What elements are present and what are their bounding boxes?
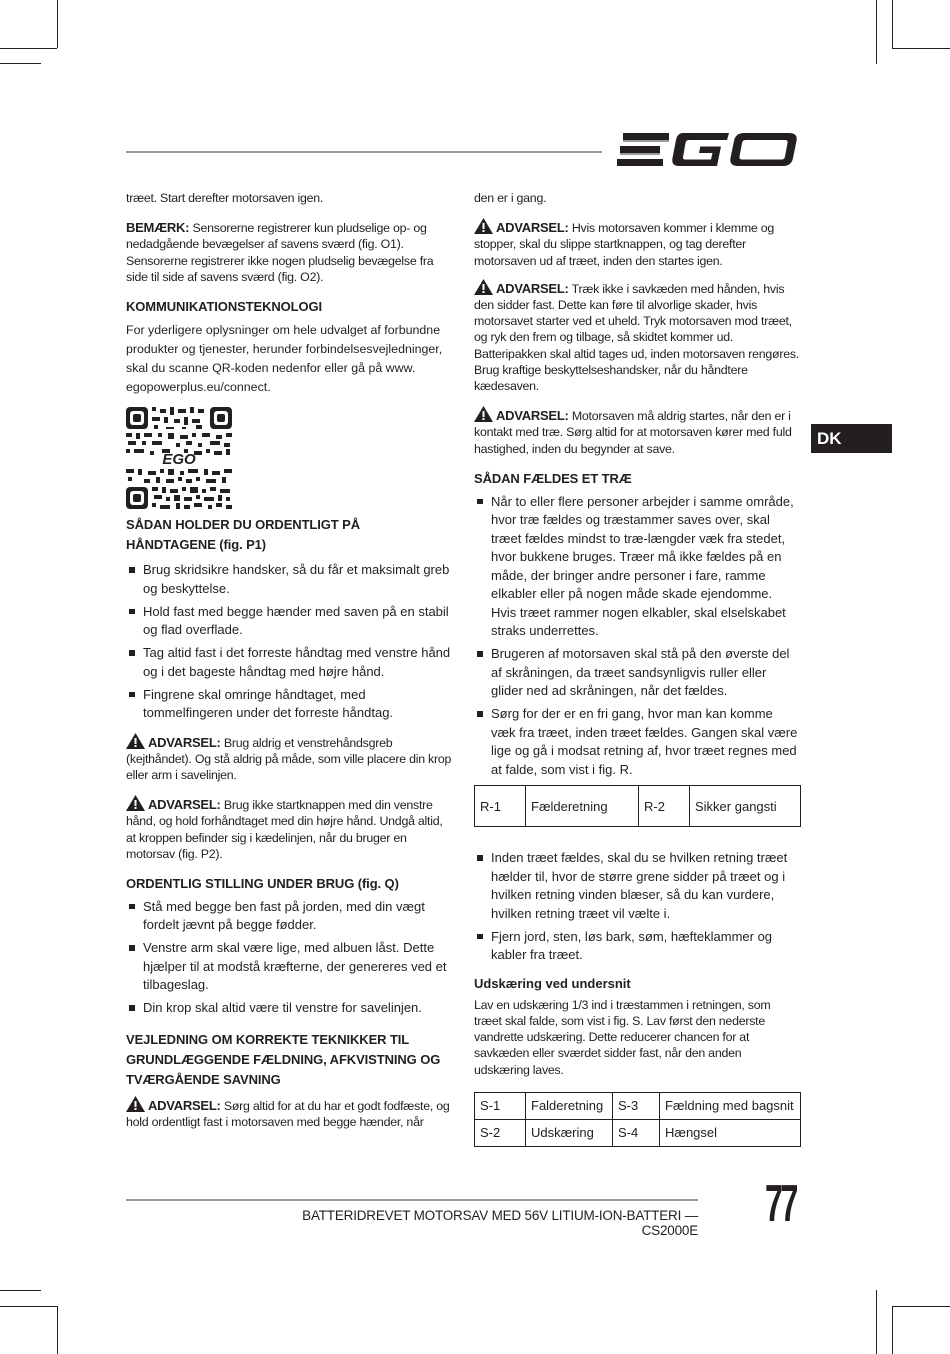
table-cell: R-2: [639, 786, 690, 827]
warning-icon: [474, 218, 493, 234]
crop-mark: [57, 1306, 58, 1354]
crop-mark: [892, 0, 893, 48]
warning-paragraph: [474, 406, 800, 457]
warning-text: Brug aldrig et venstrehåndsgreb (kejthåndet). Og stå aldrig på måde, som ville placere din krop eller arm i savelinjen.: [126, 735, 452, 782]
note-text: Sensorerne registrerer kun pludselige op- og nedadgående bevægelser af savens sværd (fig. O1). Sensorerne registrerer ikke nogen pludselig bevægelse fra side til side af savens sværd (fig. O2).: [126, 221, 434, 284]
table-row: [475, 786, 801, 827]
warning-text: Motorsaven må aldrig startes, når den er i kontakt med træ. Sørg altid for at motorsaven kører med fuld hastighed, inden du begynder at save.: [474, 409, 792, 456]
warning-label: ADVARSEL:: [496, 280, 569, 296]
crop-mark: [876, 0, 877, 64]
table-cell: Sikker gangsti: [690, 786, 801, 827]
legend-table-s: [474, 1092, 801, 1147]
table-cell: S-4: [613, 1119, 660, 1146]
list-item: Fingrene skal omringe håndtaget, med tommelfingeren under det forreste håndtag.: [126, 686, 452, 723]
table-cell: S-2: [475, 1119, 526, 1146]
crop-mark: [892, 1306, 893, 1354]
warning-paragraph: [474, 279, 800, 394]
header-rule: [126, 151, 602, 153]
list-item: Tag altid fast i det forreste håndtag med venstre hånd og i det bageste håndtag med højre hånd.: [126, 644, 452, 681]
warning-label: ADVARSEL:: [148, 734, 221, 750]
table-cell: Falderetning: [526, 1092, 613, 1119]
grip-list: [126, 561, 452, 723]
table-cell: Fældning med bagsnit: [660, 1092, 801, 1119]
note-paragraph: [126, 220, 452, 285]
warning-label: ADVARSEL:: [148, 797, 221, 813]
crop-mark: [0, 1306, 57, 1307]
warning-text: Hvis motorsaven kommer i klemme og stopper, skal du slippe startknappen, og tag derefter motorsaven ud af træet, inden den startes igen.: [474, 221, 775, 268]
warning-text: Sørg altid for at du har et godt fodfæste, og hold ordentligt fast i motorsaven med begge hænder, når: [126, 1098, 450, 1130]
fell-list: [474, 493, 800, 780]
list-item: Brug skridsikre handsker, så du får et maksimalt greb og beskyttelse.: [126, 561, 452, 598]
list-item: Når to eller flere personer arbejder i samme område, hvor træ fældes og træstammer saves over, skal træet fældes mindst to træ-længder væk fra stedet, hvor bukkene bruges. Træer må ikke fældes på en måde, der bringer andre personer i fare, ramme elkabler eller på nogen måde skade ejendomme. Hvis træet rammer nogen elkabler, skal elselskabet straks underrettes.: [474, 493, 800, 641]
warning-paragraph: [126, 733, 452, 784]
warning-text: Brug ikke startknappen med din venstre hånd, og hold forhåndtaget med din højre hånd. Undgå altid, at kroppen befinder sig i kædelinjen, når du bruger en motorsav (fig. P2).: [126, 798, 443, 861]
stance-list: [126, 898, 452, 1018]
list-item: Venstre arm skal være lige, med albuen låst. Dette hjælper til at modstå kræfterne, der genereres ved et tilbageslag.: [126, 939, 452, 995]
warning-icon: [474, 279, 493, 295]
undercut-heading: Udskæring ved undersnit: [474, 975, 631, 991]
table-cell: R-1: [475, 786, 526, 827]
undercut-text: Lav en udskæring 1/3 ind i træstammen i retningen, som træet skal falde, som vist i fig. S. Lav først den nederste vandrette udskæring. Dette reducerer chancen for at savkæden eller sværdet sidder fast, når den anden udskæring laves.: [474, 997, 771, 1077]
list-item: Sørg for der er en fri gang, hvor man kan komme væk fra træet, inden træet fældes. Gangen skal være lige og gå i modsat retning af, hvor træet regnes med at falde, som vist i fig. R.: [474, 705, 800, 779]
crop-mark: [57, 0, 58, 48]
table-row: [475, 1119, 801, 1146]
crop-mark: [0, 63, 41, 64]
footer-title: BATTERIDREVET MOTORSAV MED 56V LITIUM-ION-BATTERI — CS2000E: [302, 1208, 698, 1238]
language-tab: DK: [811, 424, 892, 453]
ego-logo-icon: [617, 130, 799, 170]
warning-icon: [126, 733, 145, 749]
note-label: BEMÆRK:: [126, 220, 190, 236]
warning-label: ADVARSEL:: [496, 408, 569, 424]
technique-heading: VEJLEDNING OM KORREKTE TEKNIKKER TIL GRUNDLÆGGENDE FÆLDNING, AFKVISTNING OG TVÆRGÅENDE SAVNING: [126, 1031, 441, 1087]
grip-heading: SÅDAN HOLDER DU ORDENTLIGT PÅ HÅNDTAGENE (fig. P1): [126, 517, 360, 552]
crop-mark: [0, 1290, 41, 1291]
left-column-lower: [126, 515, 452, 1130]
warning-paragraph: [474, 218, 800, 269]
footer-rule: [126, 1199, 698, 1201]
warning-icon: [126, 795, 145, 811]
warning-paragraph: [126, 795, 452, 862]
crop-mark: [892, 48, 950, 49]
page-number: 77: [765, 1175, 796, 1233]
table-cell: Fælderetning: [526, 786, 639, 827]
warning-label: ADVARSEL:: [148, 1097, 221, 1113]
legend-table-r: [474, 785, 801, 827]
fell-list-continued: [474, 849, 800, 965]
fell-heading: SÅDAN FÆLDES ET TRÆ: [474, 470, 632, 486]
table-cell: Hængsel: [660, 1119, 801, 1146]
list-item: Hold fast med begge hænder med saven på en stabil og flad overflade.: [126, 603, 452, 640]
warning-text: Træk ikke i savkæden med hånden, hvis den sidder fast. Dette kan føre til alvorlige skader, hvis motorsavet starter ved et uheld. Tryk motorsaven mod træet, og ryk den frem og tilbage, så skidtet kommer ud. Batteripakken skal altid tages ud, inden motorsaven rengøres. Brug kraftige beskyttelseshandsker, når du håndtere kædesaven.: [474, 281, 799, 394]
warning-icon: [474, 406, 493, 422]
left-column: [126, 190, 452, 397]
stance-heading: ORDENTLIG STILLING UNDER BRUG (fig. Q): [126, 875, 399, 891]
table-row: [475, 1092, 801, 1119]
list-item: Inden træet fældes, skal du se hvilken retning træet hælder til, hvor de større grene sidder på træet og i hvilken retning vinden blæser, så du kan vurdere, hvilken retning træet vil vælte i.: [474, 849, 800, 923]
crop-mark: [876, 1290, 877, 1354]
comm-text: For yderligere oplysninger om hele udvalget af forbundne produkter og tjenester, herunder forbindelsesvejledninger, skal du scanne QR-koden nedenfor eller gå på www. egopowerplus.eu/connect.: [126, 323, 443, 395]
intro-text: den er i gang.: [474, 191, 547, 205]
table-cell: S-1: [475, 1092, 526, 1119]
intro-text: træet. Start derefter motorsaven igen.: [126, 191, 324, 205]
warning-paragraph: [126, 1096, 452, 1130]
list-item: Fjern jord, sten, løs bark, søm, hæfteklammer og kabler fra træet.: [474, 928, 800, 965]
comm-heading: KOMMUNIKATIONSTEKNOLOGI: [126, 299, 323, 315]
warning-label: ADVARSEL:: [496, 220, 569, 236]
table-cell: Udskæring: [526, 1119, 613, 1146]
list-item: Din krop skal altid være til venstre for savelinjen.: [126, 999, 452, 1018]
table-cell: S-3: [613, 1092, 660, 1119]
crop-mark: [892, 1306, 950, 1307]
crop-mark: [0, 48, 57, 49]
list-item: Stå med begge ben fast på jorden, med din vægt fordelt jævnt på begge fødder.: [126, 898, 452, 935]
qr-code-icon: [126, 407, 232, 509]
right-column: [474, 190, 800, 1147]
qr-logo-text: EGO: [162, 451, 196, 468]
warning-icon: [126, 1096, 145, 1112]
list-item: Brugeren af motorsaven skal stå på den øverste del af skråningen, da træet sandsynligvis ruller eller glider ned ad skråningen, når det fældes.: [474, 645, 800, 701]
